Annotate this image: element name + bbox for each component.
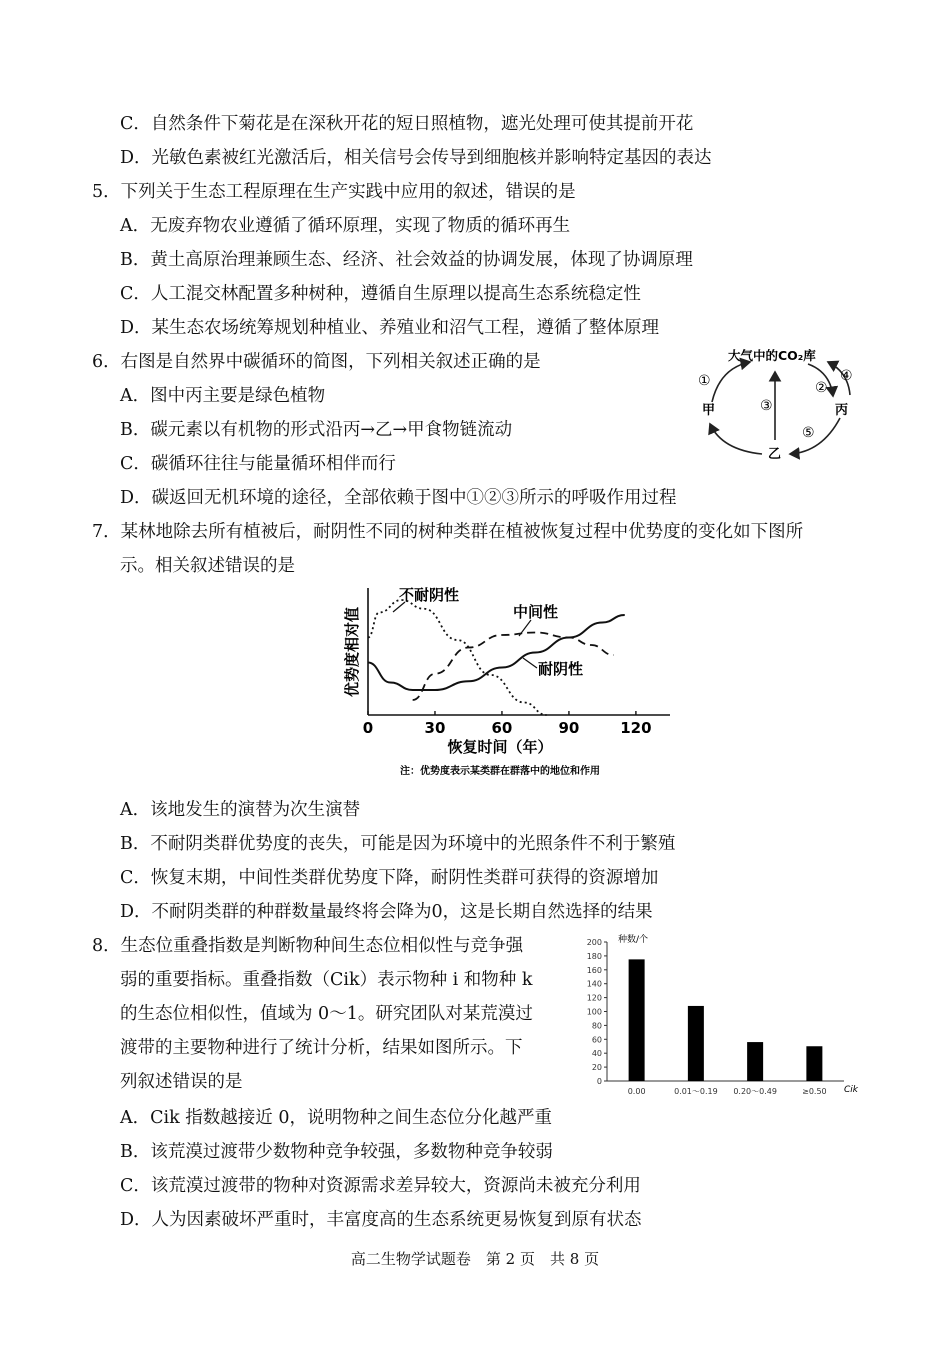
bar-y-tick-label: 180 bbox=[586, 951, 602, 961]
bar-y-tick-label: 160 bbox=[586, 965, 602, 975]
bar-category-label: ≥0.50 bbox=[802, 1087, 827, 1096]
y-axis-label: 优势度相对值 bbox=[343, 606, 361, 698]
bar bbox=[629, 959, 645, 1081]
bar-y-tick-label: 40 bbox=[591, 1049, 602, 1059]
q8-stem-line3: 的生态位相似性，值域为 0～1。研究团队对某荒漠过 bbox=[120, 1004, 533, 1024]
chart-note: 注：优势度表示某类群在群落中的地位和作用 bbox=[400, 766, 600, 777]
q7-stem-line2: 示。相关叙述错误的是 bbox=[120, 556, 295, 576]
num-5: ⑤ bbox=[802, 425, 815, 441]
q6-option-c: C．碳循环往往与能量循环相伴而行 bbox=[120, 454, 396, 474]
bar-x-label: Cik bbox=[844, 1085, 858, 1095]
bar-y-tick-label: 80 bbox=[591, 1021, 602, 1031]
bar-y-tick-label: 0 bbox=[596, 1077, 602, 1086]
num-1: ① bbox=[698, 373, 711, 389]
bar bbox=[747, 1042, 763, 1081]
bar-category-label: 0.00 bbox=[627, 1087, 646, 1096]
q7-option-a: A．该地发生的演替为次生演替 bbox=[120, 800, 361, 820]
bar-category-label: 0.01～0.19 bbox=[674, 1087, 718, 1096]
page-footer: 高二生物学试题卷 第 2 页 共 8 页 bbox=[350, 1250, 600, 1268]
q6-option-a: A．图中丙主要是绿色植物 bbox=[120, 386, 326, 406]
bar-y-tick-label: 20 bbox=[591, 1063, 602, 1073]
series-label-shade-intolerant: 不耐阴性 bbox=[399, 586, 460, 604]
q8-option-c: C．该荒漠过渡带的物种对资源需求差异较大，资源尚未被充分利用 bbox=[120, 1176, 641, 1196]
num-3: ③ bbox=[760, 398, 773, 414]
q4-option-d: D．光敏色素被红光激活后，相关信号会传导到细胞核并影响特定基因的表达 bbox=[120, 148, 712, 168]
bar-category-label: 0.20～0.49 bbox=[733, 1087, 777, 1096]
label-pointer-2 bbox=[519, 620, 531, 636]
q5-option-c: C．人工混交林配置多种树种，遵循自生原理以提高生态系统稳定性 bbox=[120, 284, 641, 304]
bar-y-tick-label: 100 bbox=[586, 1007, 602, 1017]
succession-line-chart bbox=[335, 580, 680, 780]
bar bbox=[688, 1006, 704, 1081]
q5-stem: 5．下列关于生态工程原理在生产实践中应用的叙述，错误的是 bbox=[92, 182, 576, 202]
arrow-1 bbox=[712, 362, 750, 402]
x-tick-label: 120 bbox=[620, 719, 652, 737]
q8-stem-line2: 弱的重要指标。重叠指数（Cik）表示物种 i 和物种 k bbox=[120, 970, 533, 990]
bar-y-tick-label: 60 bbox=[591, 1035, 602, 1045]
x-tick-label: 30 bbox=[424, 719, 446, 737]
q8-stem-line1: 8．生态位重叠指数是判断物种间生态位相似性与竞争强 bbox=[92, 936, 524, 956]
carbon-cycle-diagram bbox=[690, 340, 865, 470]
bar-y-tick-label: 120 bbox=[586, 993, 602, 1003]
q7-option-d: D．不耐阴类群的种群数量最终将会降为0，这是长期自然选择的结果 bbox=[120, 902, 653, 922]
x-tick-label: 60 bbox=[491, 719, 513, 737]
q8-stem-line4: 渡带的主要物种进行了统计分析，结果如图所示。下 bbox=[120, 1038, 523, 1058]
node-bing: 丙 bbox=[835, 403, 849, 418]
q6-option-d: D．碳返回无机环境的途径，全部依赖于图中①②③所示的呼吸作用过程 bbox=[120, 488, 677, 508]
q8-option-a: A．Cik 指数越接近 0，说明物种之间生态位分化越严重 bbox=[120, 1108, 552, 1128]
q8-option-d: D．人为因素破坏严重时，丰富度高的生态系统更易恢复到原有状态 bbox=[120, 1210, 642, 1230]
q7-stem-line1: 7．某林地除去所有植被后，耐阴性不同的树种类群在植被恢复过程中优势度的变化如下图所 bbox=[92, 522, 804, 542]
label-pointer-3 bbox=[523, 658, 537, 668]
bar-y-label: 种数/个 bbox=[618, 935, 649, 945]
q6-stem: 6．右图是自然界中碳循环的简图，下列相关叙述正确的是 bbox=[92, 352, 541, 372]
node-jia: 甲 bbox=[702, 403, 716, 418]
series-label-shade-tolerant: 耐阴性 bbox=[538, 660, 584, 678]
arrow-yi-to-jia bbox=[710, 424, 762, 454]
x-tick-label: 0 bbox=[362, 719, 374, 737]
q5-option-d: D．某生态农场统筹规划种植业、养殖业和沼气工程，遵循了整体原理 bbox=[120, 318, 660, 338]
x-axis-label: 恢复时间（年） bbox=[447, 738, 553, 756]
q8-stem-line5: 列叙述错误的是 bbox=[120, 1072, 243, 1092]
bar-y-tick-label: 200 bbox=[586, 938, 602, 947]
num-4: ④ bbox=[840, 368, 853, 384]
q5-option-b: B．黄土高原治理兼顾生态、经济、社会效益的协调发展，体现了协调原理 bbox=[120, 250, 693, 270]
q4-option-c: C．自然条件下菊花是在深秋开花的短日照植物，遮光处理可使其提前开花 bbox=[120, 114, 694, 134]
q7-option-c: C．恢复末期，中间性类群优势度下降，耐阴性类群可获得的资源增加 bbox=[120, 868, 659, 888]
q6-option-b: B．碳元素以有机物的形式沿丙→乙→甲食物链流动 bbox=[120, 420, 513, 440]
bar-y-tick-label: 140 bbox=[586, 979, 602, 989]
node-yi: 乙 bbox=[768, 447, 782, 462]
q8-option-b: B．该荒漠过渡带少数物种竞争较强，多数物种竞争较弱 bbox=[120, 1142, 553, 1162]
series-line-2 bbox=[368, 615, 625, 690]
q5-option-a: A．无废弃物农业遵循了循环原理，实现了物质的循环再生 bbox=[120, 216, 571, 236]
x-tick-label: 90 bbox=[558, 719, 580, 737]
bar bbox=[806, 1046, 822, 1081]
q7-option-b: B．不耐阴类群优势度的丧失，可能是因为环境中的光照条件不利于繁殖 bbox=[120, 834, 676, 854]
cik-bar-chart bbox=[582, 930, 867, 1100]
arrow-5 bbox=[790, 418, 840, 454]
num-2: ② bbox=[815, 380, 828, 396]
co2-pool-label: 大气中的CO₂库 bbox=[728, 348, 816, 363]
series-label-intermediate: 中间性 bbox=[513, 603, 559, 621]
